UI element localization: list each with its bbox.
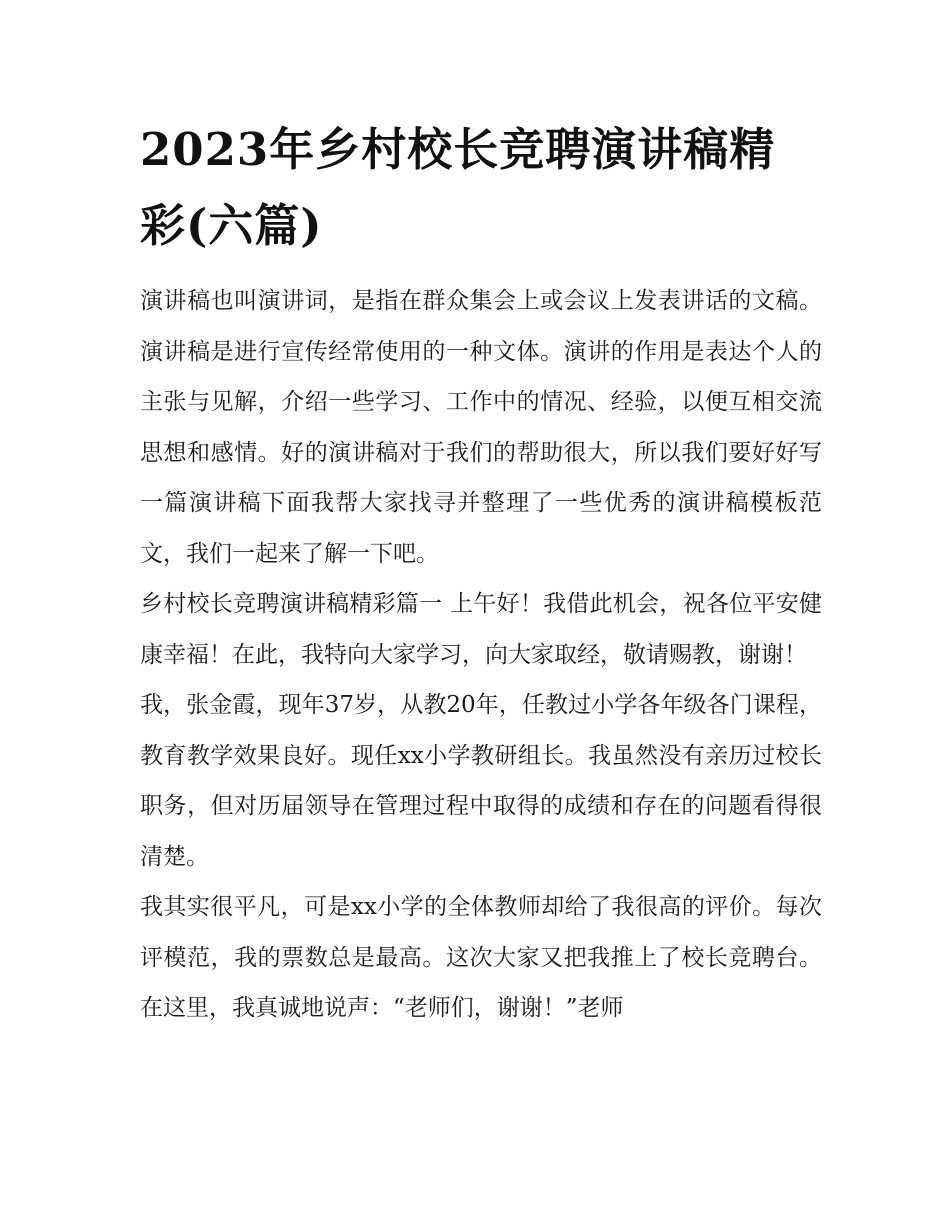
document-title: 2023年乡村校长竞聘演讲稿精彩(六篇) xyxy=(140,123,776,252)
paragraph-evaluation: 我其实很平凡，可是xx小学的全体教师却给了我很高的评价。每次评模范，我的票数总是最高。这次大家又把我推上了校长竞聘台。在这里，我真诚地说声：“老师们，谢谢！”老师 xyxy=(140,894,822,1021)
paragraph-greeting: 乡村校长竞聘演讲稿精彩篇一 上午好！我借此机会，祝各位平安健康幸福！在此，我特向大家学习，向大家取经，敬请赐教，谢谢！ xyxy=(140,591,822,668)
document-body xyxy=(140,276,822,1034)
paragraph-intro: 演讲稿也叫演讲词，是指在群众集会上或会议上发表讲话的文稿。演讲稿是进行宣传经常使用的一种文体。演讲的作用是表达个人的主张与见解，介绍一些学习、工作中的情况、经验，以便互相交流思想和感情。好的演讲稿对于我们的帮助很大，所以我们要好好写一篇演讲稿下面我帮大家找寻并整理了一些优秀的演讲稿模板范文，我们一起来了解一下吧。 xyxy=(140,288,822,567)
paragraph-self-introduction: 我，张金霞，现年37岁，从教20年，任教过小学各年级各门课程，教育教学效果良好。现任xx小学教研组长。我虽然没有亲历过校长职务，但对历届领导在管理过程中取得的成绩和存在的问题看得很清楚。 xyxy=(140,692,822,870)
